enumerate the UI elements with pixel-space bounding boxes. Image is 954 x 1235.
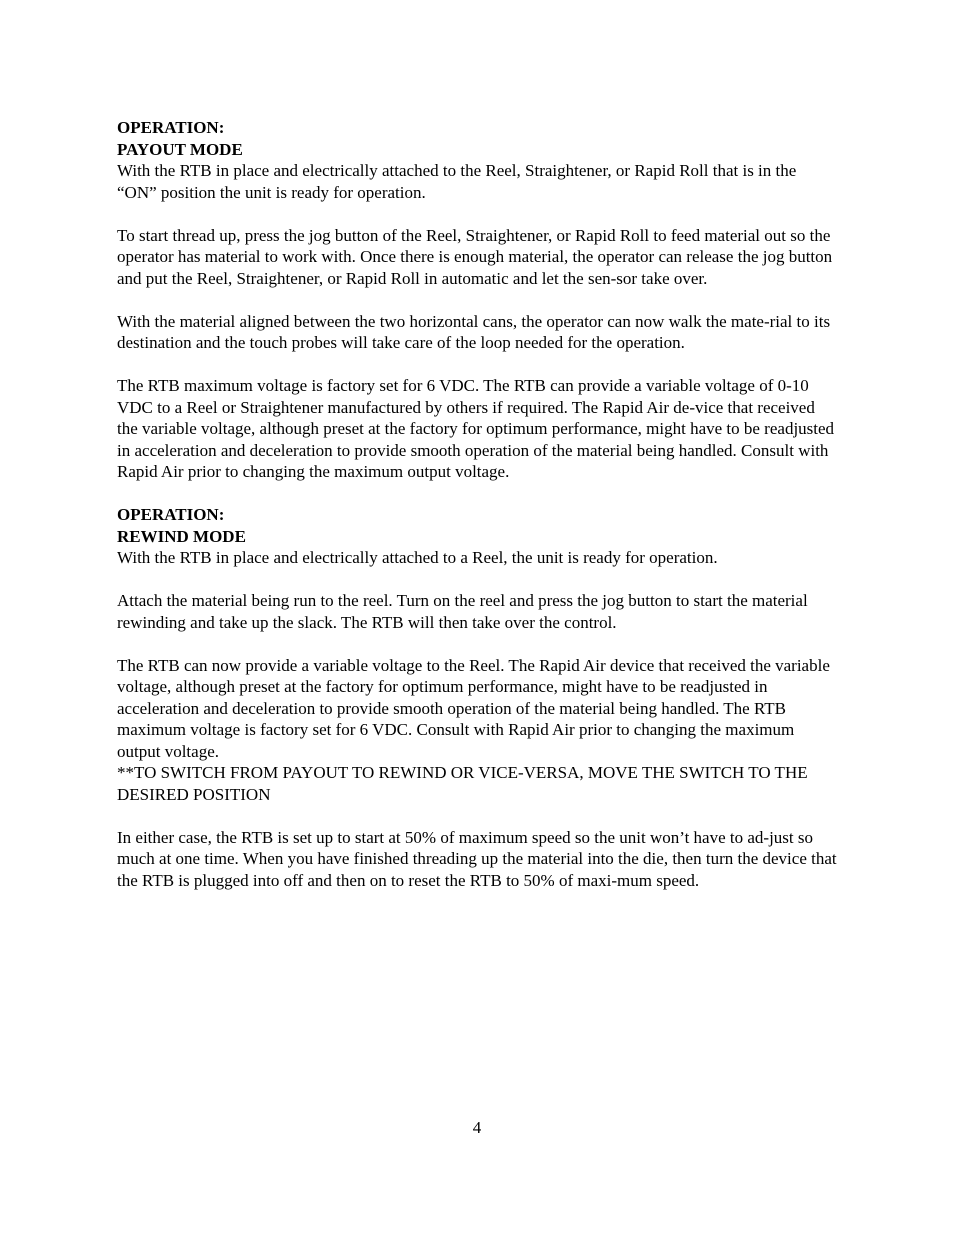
page-number: 4 [472, 1118, 482, 1137]
document-body [117, 117, 839, 891]
section-subheading-payout-mode: PAYOUT MODE [117, 139, 243, 159]
paragraph: With the RTB in place and electrically attached to a Reel, the unit is ready for operation. [117, 548, 718, 567]
paragraph: With the material aligned between the two horizontal cans, the operator can now walk the mate-rial to its destination and the touch probes will take care of the loop needed for the operation. [117, 311, 831, 352]
paragraph: Attach the material being run to the reel. Turn on the reel and press the jog button to start the material rewinding and take up the slack. The RTB will then take over the control. [117, 591, 808, 632]
section-subheading-rewind-mode: REWIND MODE [117, 526, 246, 546]
section-heading-operation: OPERATION: [117, 118, 225, 137]
section-heading-operation: OPERATION: [117, 505, 225, 524]
paragraph: In either case, the RTB is set up to start at 50% of maximum speed so the unit won’t have to ad-just so much at one time. When you have finished threading up the material into the die, then turn the device that the RTB is plugged into off and then on to reset the RTB to 50% of maxi-mum speed. [117, 827, 837, 890]
paragraph: The RTB maximum voltage is factory set for 6 VDC. The RTB can provide a variable voltage of 0-10 VDC to a Reel or Straightener manufactured by others if required. The Rapid Air de-vice that received the variable voltage, although preset at the factory for optimum performance, might have to be readjusted in acceleration and deceleration to provide smooth operation of the material being handled. Consult with Rapid Air prior to changing the maximum output voltage. [117, 376, 835, 481]
paragraph: The RTB can now provide a variable voltage to the Reel. The Rapid Air device that received the variable voltage, although preset at the factory for optimum performance, might have to be readjusted in acceleration and deceleration to provide smooth operation of the material being handled. The RTB maximum voltage is factory set for 6 VDC. Consult with Rapid Air prior to changing the maximum output voltage. [117, 655, 830, 761]
paragraph: With the RTB in place and electrically attached to the Reel, Straightener, or Rapid Roll that is in the “ON” position the unit is ready for operation. [117, 161, 797, 202]
switch-note: **TO SWITCH FROM PAYOUT TO REWIND OR VICE-VERSA, MOVE THE SWITCH TO THE DESIRED POSITION [117, 763, 808, 804]
paragraph: To start thread up, press the jog button of the Reel, Straightener, or Rapid Roll to feed material out so the operator has material to work with. Once there is enough material, the operator can release the jog button and put the Reel, Straightener, or Rapid Roll in automatic and let the sen-sor take over. [117, 225, 833, 288]
